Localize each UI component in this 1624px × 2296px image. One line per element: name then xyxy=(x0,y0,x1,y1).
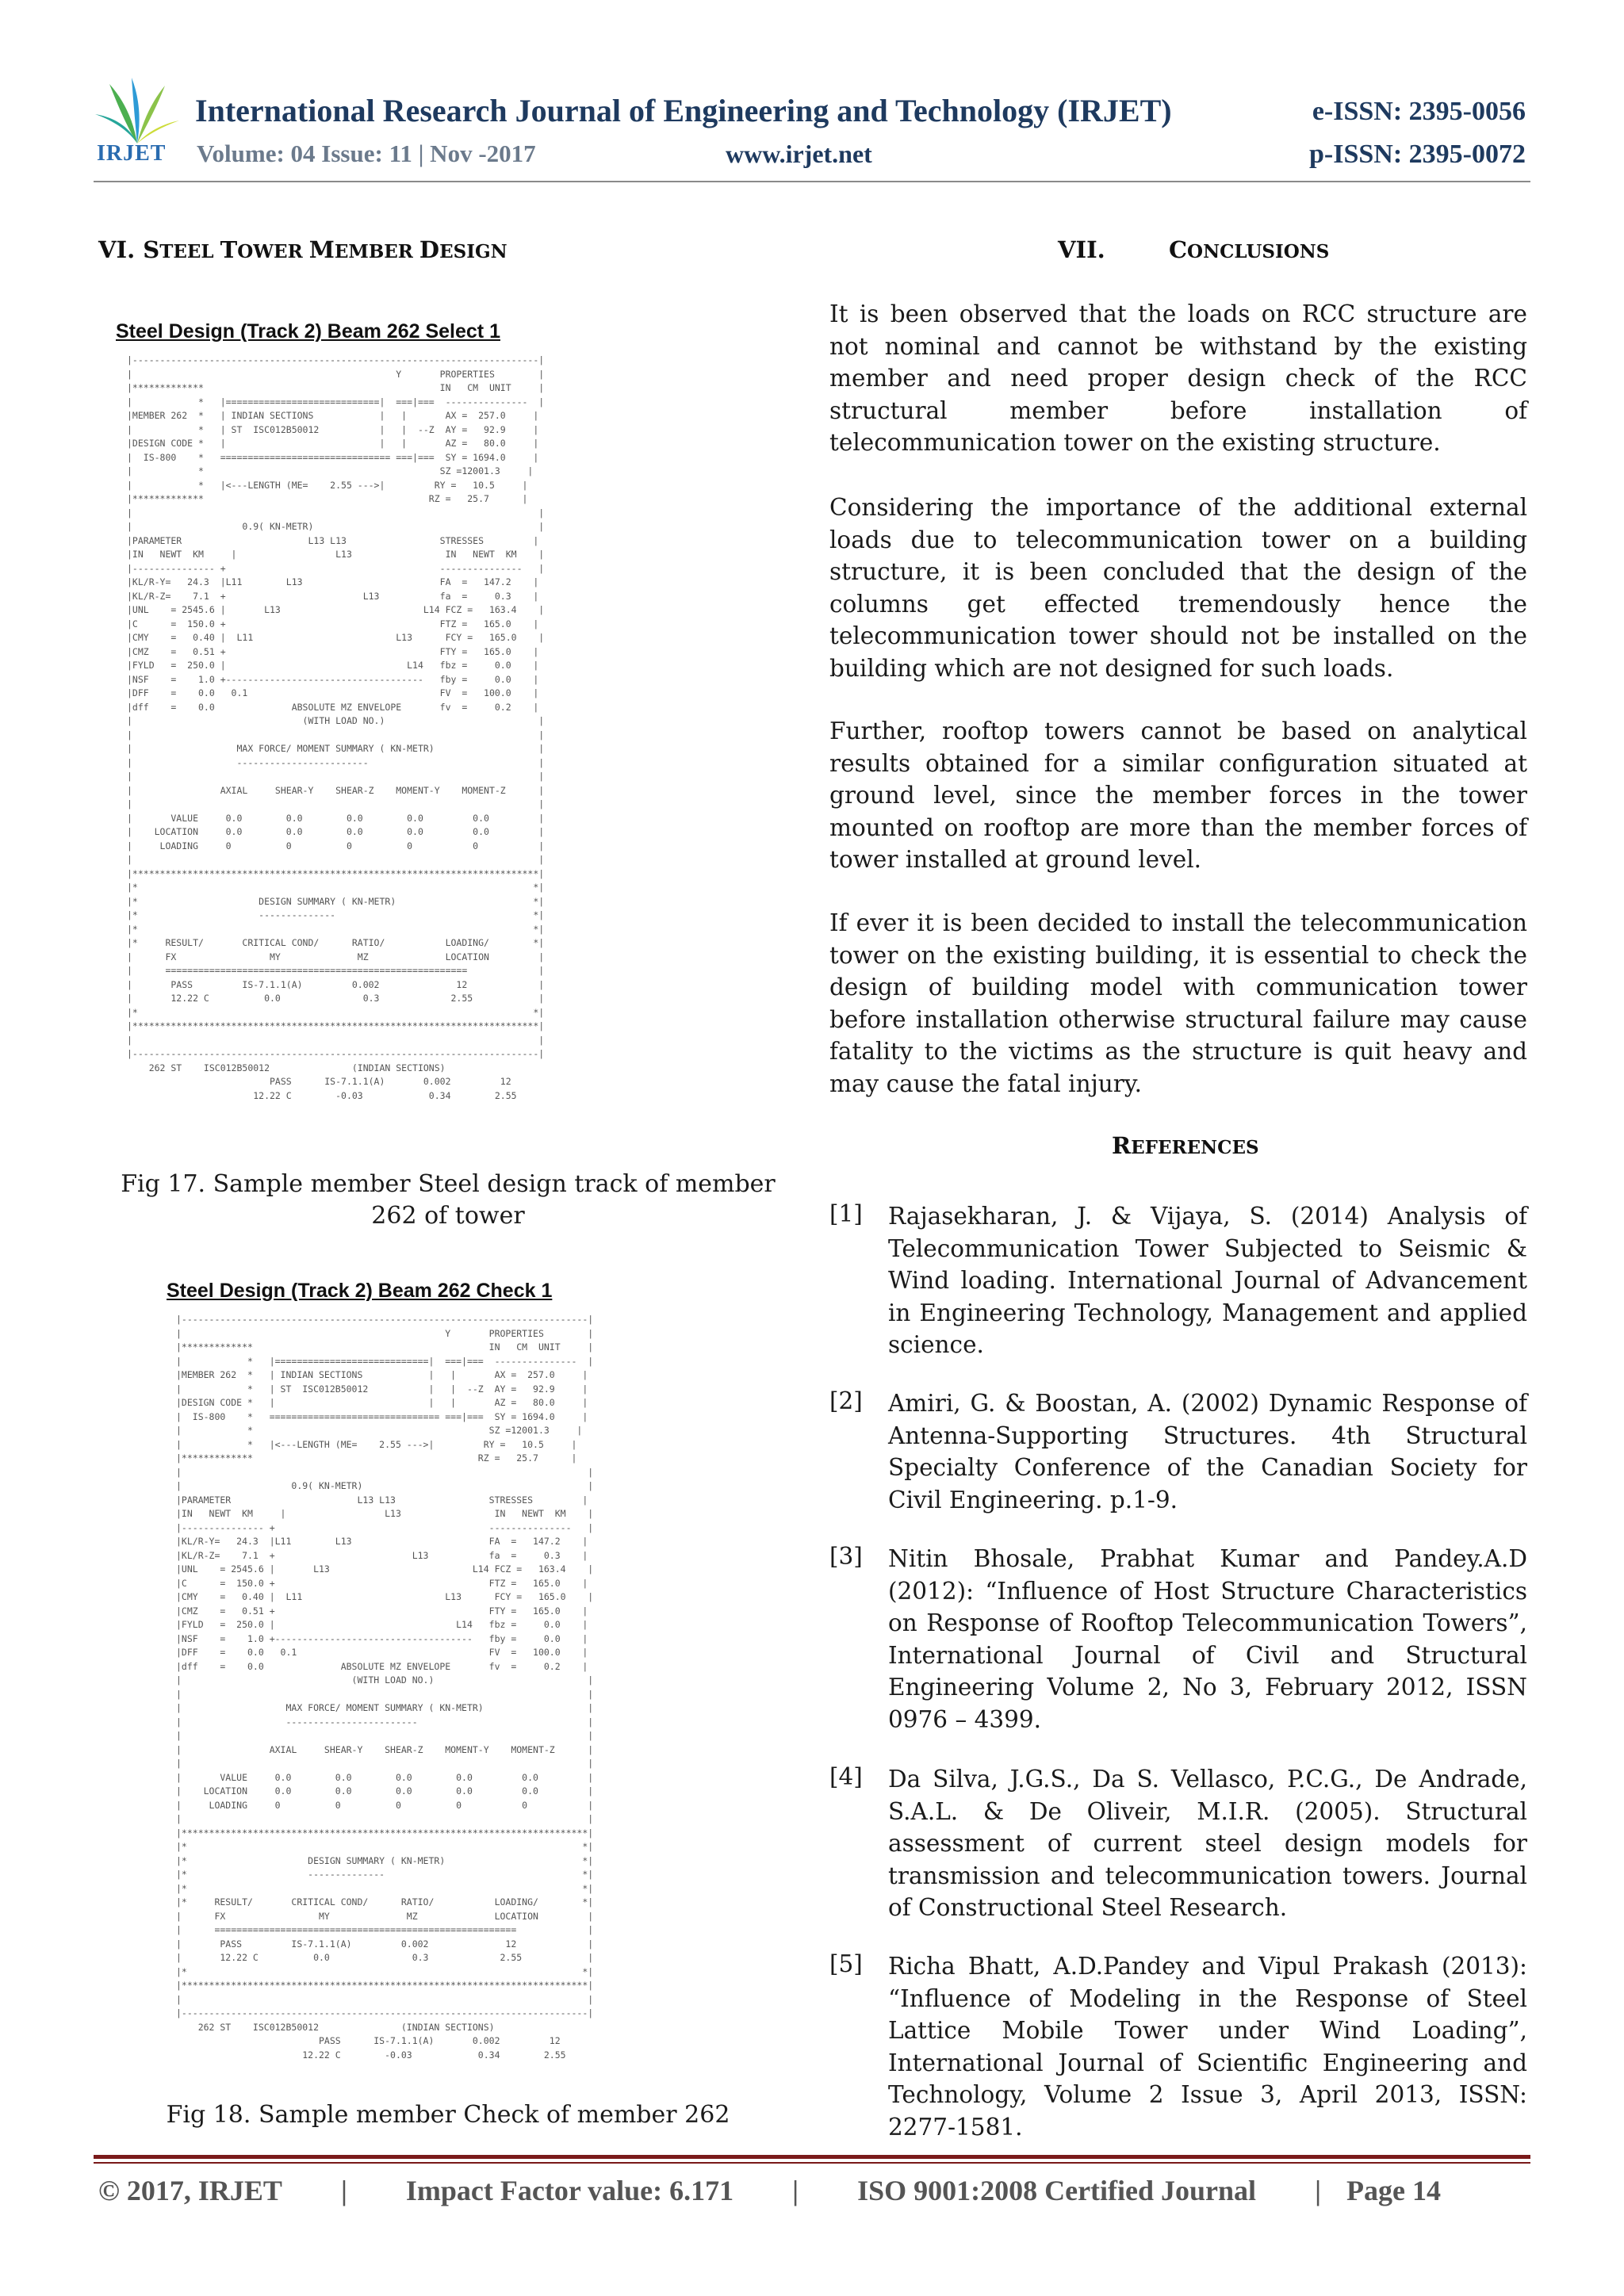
heading-cap: T xyxy=(220,236,238,263)
footer-rule-thick xyxy=(94,2155,1530,2159)
logo-leaves-icon xyxy=(94,76,181,147)
footer-separator: | xyxy=(340,2175,347,2206)
header-divider xyxy=(94,181,1530,182)
footer-separator: | xyxy=(792,2175,799,2206)
figure-18-report: |--------------------------------------------------------------------------| | Y PROPERTIES | |************* IN CM UNIT | | * |============================| ===|=== --------------- | |MEMBER 262 * | INDIAN SECTIONS | | AX = 257.0 | | * | ST ISC012B50012 | | --Z AY = 92.9 | |DESIGN CODE * | | | AZ = 80.0 | | IS-800 * =============================== ===|=== SY = 1694.0 | | * SZ =12001.3 | | * |<---LENGTH (ME= 2.55 --->| RY = 10.5 | |************* RZ = 25.7 | | | | 0.9( KN-METR) | |PARAMETER L13 L13 STRESSES | |IN NEWT KM | L13 IN NEWT KM | |--------------- + --------------- | |KL/R-Y= 24.3 |L11 L13 FA = 147.2 | |KL/R-Z= 7.1 + L13 fa = 0.3 | |UNL = 2545.6 | L13 L14 FCZ = 163.4 | |C = 150.0 + FTZ = 165.0 | |CMY = 0.40 | L11 L13 FCY = 165.0 | |CMZ = 0.51 + FTY = 165.0 | |FYLD = 250.0 | L14 fbz = 0.0 | |NSF = 1.0 +------------------------------------ fby = 0.0 | |DFF = 0.0 0.1 FV = 100.0 | |dff = 0.0 ABSOLUTE MZ ENVELOPE fv = 0.2 | | (WITH LOAD NO.) | | | | MAX FORCE/ MOMENT SUMMARY ( KN-METR) | | ------------------------ | | | | AXIAL SHEAR-Y SHEAR-Z MOMENT-Y MOMENT-Z | | | | VALUE 0.0 0.0 0.0 0.0 0.0 | | LOCATION 0.0 0.0 0.0 0.0 0.0 | | LOADING 0 0 0 0 0 | | | |**************************************************************************| |* *| |* DESIGN SUMMARY ( KN-METR) *| |* -------------- *| |* *| |* RESULT/ CRITICAL COND/ RATIO/ LOADING/ *| | FX MY MZ LOCATION | | ======================================================= | | PASS IS-7.1.1(A) 0.002 12 | | 12.22 C 0.0 0.3 2.55 | |* *| |**************************************************************************| | | |--------------------------------------------------------------------------| 262 ST ISC012B50012 (INDIAN SECTIONS) PASS IS-7.1.1(A) 0.002 12 12.22 C -0.03 0.34 2.55 xyxy=(176,1314,594,2061)
heading-rest: EFERENCES xyxy=(1131,1137,1259,1158)
heading-rest: TEEL xyxy=(159,241,220,262)
e-issn: e-ISSN: 2395-0056 xyxy=(1312,97,1526,126)
footer-page-number: Page 14 xyxy=(1346,2175,1441,2206)
heading-cap: D xyxy=(419,236,440,263)
figure-17-title: Steel Design (Track 2) Beam 262 Select 1 xyxy=(116,320,500,342)
page-footer xyxy=(98,2174,1441,2207)
footer-impact-factor: Impact Factor value: 6.171 xyxy=(405,2175,734,2206)
volume-issue: Volume: 04 Issue: 11 | Nov -2017 xyxy=(197,140,536,167)
conclusion-paragraph-1: It is been observed that the loads on RCC structure are not nominal and cannot be withstand by the existing member and need proper design check of the RCC structural member before installation of telecommunication tower on the existing structure. xyxy=(829,300,1527,456)
conclusions-heading xyxy=(1058,236,1329,263)
reference-item: Nitin Bhosale, Prabhat Kumar and Pandey.A.D (2012): “Influence of Host Structure Characteristics on Response of Rooftop Telecommunication Towers”, International Journal of Civil and Structural Engineering Volume 2, No 3, February 2012, ISSN 0976 – 4399. xyxy=(888,1545,1527,1733)
heading-cap: M xyxy=(308,236,335,263)
reference-item: Richa Bhatt, A.D.Pandey and Vipul Prakash (2013): “Influence of Modeling in the Response of Steel Lattice Mobile Tower under Wind Loading”, International Journal of Scientific Engineering and Technology, Volume 2 Issue 3, April 2013, ISSN: 2277-1581. xyxy=(888,1953,1527,2141)
reference-number: [3] xyxy=(829,1543,863,1570)
references-heading xyxy=(1112,1132,1259,1159)
figure-18-caption: Fig 18. Sample member Check of member 262 xyxy=(166,2101,730,2129)
figure-18-title: Steel Design (Track 2) Beam 262 Check 1 xyxy=(167,1280,553,1302)
heading-rest: ONCLUSIONS xyxy=(1187,241,1330,262)
journal-website[interactable]: www.irjet.net xyxy=(726,140,872,168)
conclusion-paragraph-3: Further, rooftop towers cannot be based on analytical results obtained for a similar configuration situated at ground level, since the member forces in the tower mounted on rooftop are more than the member forces of tower installed at ground level. xyxy=(829,718,1527,873)
reference-item: Rajasekharan, J. & Vijaya, S. (2014) Analysis of Telecommunication Tower Subjected to Seismic & Wind loading. International Journal of Advancement in Engineering Technology, Management and applied science. xyxy=(888,1203,1527,1358)
figure-17-report: |--------------------------------------------------------------------------| | Y PROPERTIES | |************* IN CM UNIT | | * |============================| ===|=== --------------- | |MEMBER 262 * | INDIAN SECTIONS | | AX = 257.0 | | * | ST ISC012B50012 | | --Z AY = 92.9 | |DESIGN CODE * | | | AZ = 80.0 | | IS-800 * =============================== ===|=== SY = 1694.0 | | * SZ =12001.3 | | * |<---LENGTH (ME= 2.55 --->| RY = 10.5 | |************* RZ = 25.7 | | | | 0.9( KN-METR) | |PARAMETER L13 L13 STRESSES | |IN NEWT KM | L13 IN NEWT KM | |--------------- + --------------- | |KL/R-Y= 24.3 |L11 L13 FA = 147.2 | |KL/R-Z= 7.1 + L13 fa = 0.3 | |UNL = 2545.6 | L13 L14 FCZ = 163.4 | |C = 150.0 + FTZ = 165.0 | |CMY = 0.40 | L11 L13 FCY = 165.0 | |CMZ = 0.51 + FTY = 165.0 | |FYLD = 250.0 | L14 fbz = 0.0 | |NSF = 1.0 +------------------------------------ fby = 0.0 | |DFF = 0.0 0.1 FV = 100.0 | |dff = 0.0 ABSOLUTE MZ ENVELOPE fv = 0.2 | | (WITH LOAD NO.) | | | | MAX FORCE/ MOMENT SUMMARY ( KN-METR) | | ------------------------ | | | | AXIAL SHEAR-Y SHEAR-Z MOMENT-Y MOMENT-Z | | | | VALUE 0.0 0.0 0.0 0.0 0.0 | | LOCATION 0.0 0.0 0.0 0.0 0.0 | | LOADING 0 0 0 0 0 | | | |**************************************************************************| |* *| |* DESIGN SUMMARY ( KN-METR) *| |* -------------- *| |* *| |* RESULT/ CRITICAL COND/ RATIO/ LOADING/ *| | FX MY MZ LOCATION | | ======================================================= | | PASS IS-7.1.1(A) 0.002 12 | | 12.22 C 0.0 0.3 2.55 | |* *| |**************************************************************************| | | |--------------------------------------------------------------------------| 262 ST ISC012B50012 (INDIAN SECTIONS) PASS IS-7.1.1(A) 0.002 12 12.22 C -0.03 0.34 2.55 xyxy=(127,354,545,1101)
conclusion-paragraph-4: If ever it is been decided to install the telecommunication tower on the existing building, it is essential to check the design of building model with communication tower before installation otherwise structural failure may cause fatality to the victims as the structure is quit heavy and may cause the fatal injury. xyxy=(829,909,1527,1097)
heading-rest: ESIGN xyxy=(439,241,508,262)
logo-text: IRJET xyxy=(97,141,167,166)
section-vi-heading xyxy=(98,236,508,263)
reference-item: Amiri, G. & Boostan, A. (2002) Dynamic Response of Antenna-Supporting Structures. 4th Structural Specialty Conference of the Canadian Society for Civil Engineering. p.1-9. xyxy=(888,1390,1527,1513)
footer-copyright: © 2017, IRJET xyxy=(98,2175,282,2206)
reference-number: [1] xyxy=(829,1200,863,1227)
footer-rule-thin xyxy=(94,2162,1530,2164)
footer-iso: ISO 9001:2008 Certified Journal xyxy=(857,2175,1257,2206)
footer-separator: | xyxy=(1315,2175,1321,2206)
heading-cap: C xyxy=(1168,236,1188,263)
reference-number: [5] xyxy=(829,1950,863,1977)
figure-17-caption: Fig 17. Sample member Steel design track of member 262 of tower xyxy=(121,1170,776,1230)
reference-number: [4] xyxy=(829,1763,863,1790)
section-number: VI. xyxy=(98,236,136,263)
section-number: VII. xyxy=(1058,236,1105,263)
heading-rest: OWER xyxy=(237,241,309,262)
reference-item: Da Silva, J.G.S., Da S. Vellasco, P.C.G., De Andrade, S.A.L. & De Oliveir, M.I.R. (2005). Structural assessment of current steel design models for transmission and telecommunication towers. Journal of Constructional Steel Research. xyxy=(888,1766,1527,1921)
heading-rest: EMBER xyxy=(334,241,419,262)
journal-title: International Research Journal of Engineering and Technology (IRJET) xyxy=(195,93,1172,128)
reference-number: [2] xyxy=(829,1387,863,1414)
heading-cap: R xyxy=(1112,1132,1132,1159)
conclusion-paragraph-2: Considering the importance of the additional external loads due to telecommunication tower on a building structure, it is been concluded that the design of the columns get effected tremendously hence the telecommunication tower should not be installed on the building which are not designed for such loads. xyxy=(829,494,1527,682)
heading-cap: S xyxy=(143,236,160,263)
p-issn: p-ISSN: 2395-0072 xyxy=(1309,140,1526,169)
